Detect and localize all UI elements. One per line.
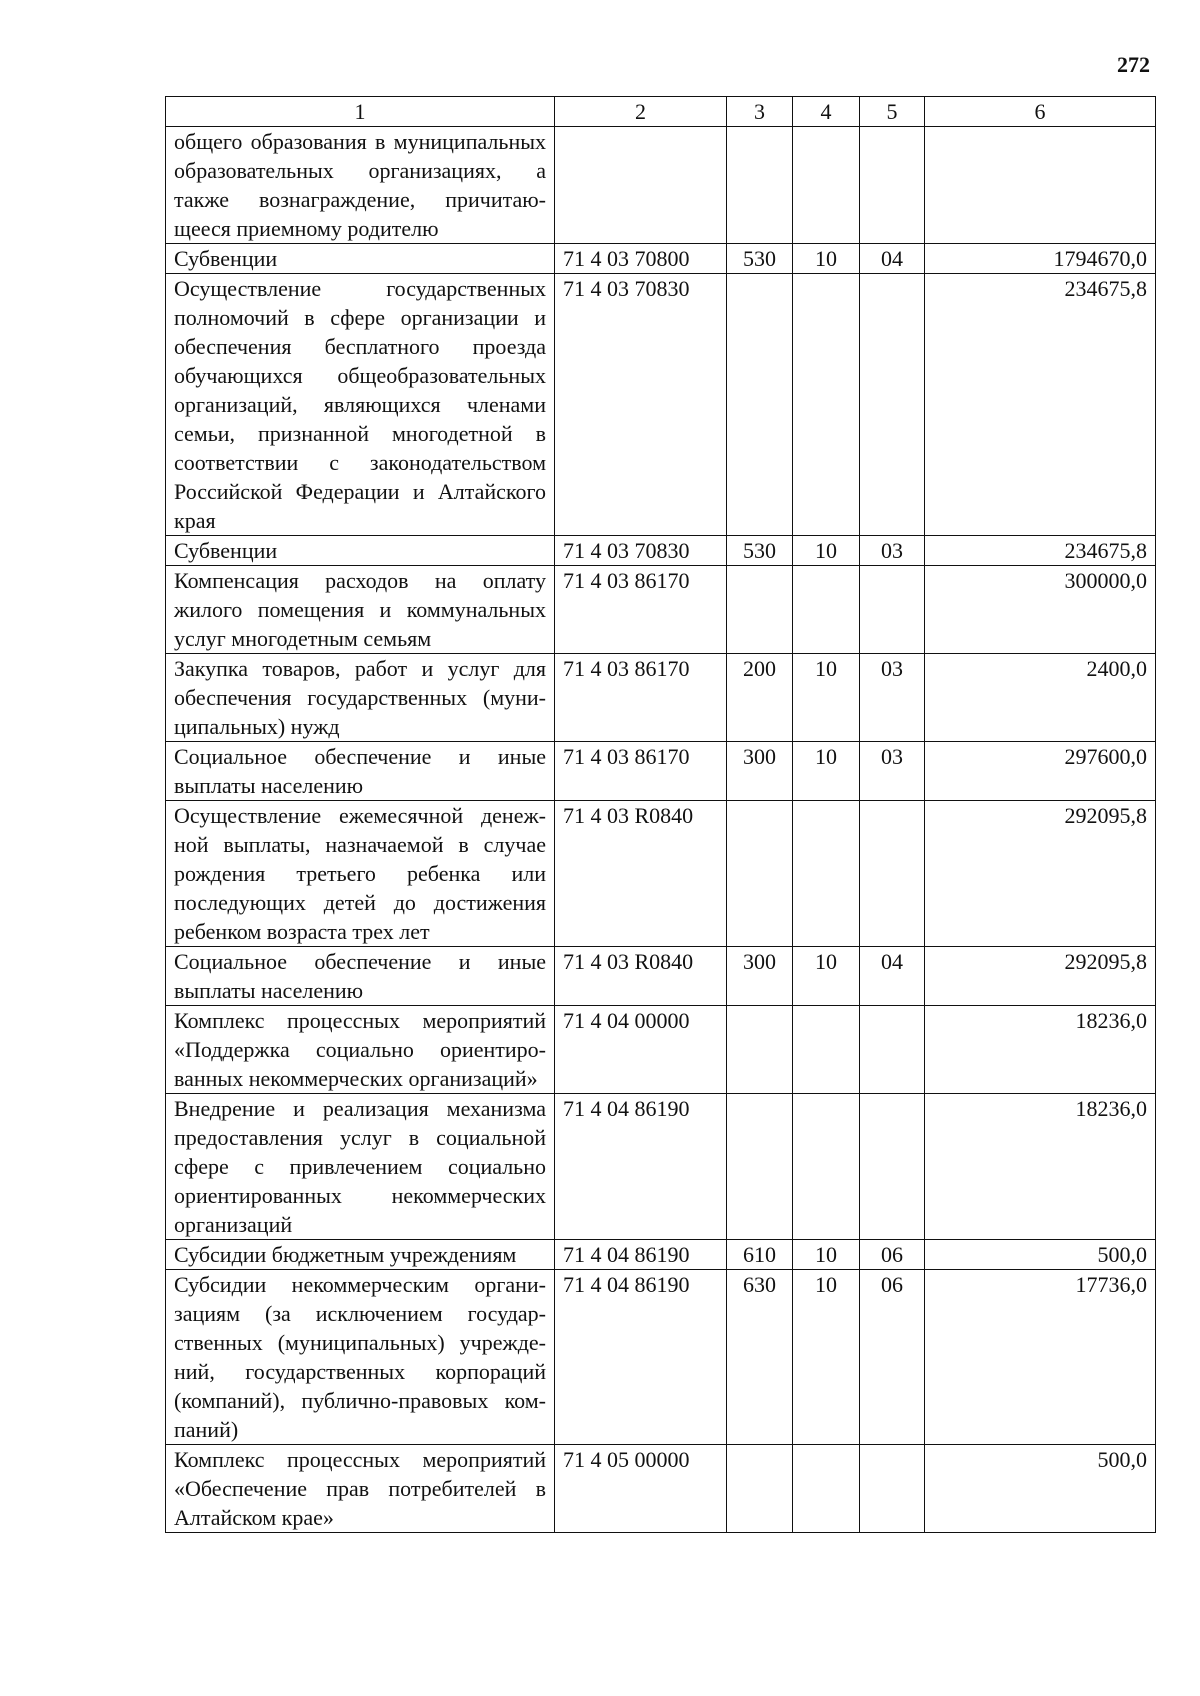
row-c3-cell [727, 1445, 793, 1533]
header-cell: 5 [860, 97, 925, 127]
row-amount-cell: 300000,0 [925, 566, 1156, 654]
budget-table [165, 96, 1156, 1533]
row-amount-cell [925, 127, 1156, 244]
header-cell: 2 [555, 97, 727, 127]
row-amount-cell: 292095,8 [925, 947, 1156, 1006]
row-amount-cell: 292095,8 [925, 801, 1156, 947]
row-c4-cell [793, 566, 860, 654]
row-amount-cell: 297600,0 [925, 742, 1156, 801]
row-code-cell: 71 4 04 86190 [555, 1270, 727, 1445]
table-row [166, 801, 1156, 947]
table-row [166, 566, 1156, 654]
row-amount-cell: 18236,0 [925, 1006, 1156, 1094]
row-c3-cell: 300 [727, 742, 793, 801]
row-c4-cell [793, 274, 860, 536]
row-name-cell: Осуществление ежемесячной денежной выплаты, назначаемой в случае рождения третьего ребенка или последующих детей до достижения ребенком возраста трех лет [166, 801, 555, 947]
row-c5-cell [860, 801, 925, 947]
row-c5-cell: 06 [860, 1270, 925, 1445]
row-amount-cell: 1794670,0 [925, 244, 1156, 274]
row-name-cell: Закупка товаров, работ и услуг для обеспечения государственных (муниципальных) нужд [166, 654, 555, 742]
row-c4-cell [793, 1094, 860, 1240]
row-c4-cell: 10 [793, 1270, 860, 1445]
row-c3-cell: 530 [727, 244, 793, 274]
row-c5-cell: 03 [860, 536, 925, 566]
table-row [166, 1094, 1156, 1240]
row-c5-cell: 03 [860, 742, 925, 801]
row-code-cell: 71 4 03 86170 [555, 654, 727, 742]
row-c3-cell [727, 1006, 793, 1094]
row-name-cell: Субвенции [166, 244, 555, 274]
row-name-cell: Комплекс процессных мероприятий «Поддержка социально ориентированных некоммерческих организаций» [166, 1006, 555, 1094]
table-row [166, 536, 1156, 566]
table-row [166, 127, 1156, 244]
row-c5-cell [860, 566, 925, 654]
row-c5-cell: 04 [860, 947, 925, 1006]
row-code-cell: 71 4 04 00000 [555, 1006, 727, 1094]
row-name-cell: Субвенции [166, 536, 555, 566]
row-code-cell: 71 4 04 86190 [555, 1094, 727, 1240]
row-code-cell: 71 4 04 86190 [555, 1240, 727, 1270]
header-cell: 4 [793, 97, 860, 127]
row-amount-cell: 500,0 [925, 1445, 1156, 1533]
row-c4-cell [793, 1006, 860, 1094]
row-name-cell: Осуществление государственных полномочий в сфере организации и обеспечения бесплатного проезда обучающихся общеобразовательных организаций, являющихся членами семьи, признанной многодетной в соответствии с законодательством Российской Федерации и Алтайского края [166, 274, 555, 536]
row-c5-cell: 03 [860, 654, 925, 742]
table-row [166, 244, 1156, 274]
row-code-cell: 71 4 03 86170 [555, 742, 727, 801]
table-row [166, 1445, 1156, 1533]
header-row [166, 97, 1156, 127]
row-name-cell: Компенсация расходов на оплату жилого помещения и коммунальных услуг многодетным семьям [166, 566, 555, 654]
row-c3-cell: 530 [727, 536, 793, 566]
row-c4-cell: 10 [793, 1240, 860, 1270]
row-code-cell: 71 4 03 70800 [555, 244, 727, 274]
row-c5-cell [860, 274, 925, 536]
table-row [166, 654, 1156, 742]
row-c4-cell: 10 [793, 947, 860, 1006]
header-cell: 1 [166, 97, 555, 127]
row-name-cell: Субсидии бюджетным учреждениям [166, 1240, 555, 1270]
row-c3-cell [727, 566, 793, 654]
row-c5-cell: 04 [860, 244, 925, 274]
row-name-cell: Социальное обеспечение и иные выплаты населению [166, 742, 555, 801]
row-c4-cell [793, 801, 860, 947]
header-cell: 6 [925, 97, 1156, 127]
row-amount-cell: 17736,0 [925, 1270, 1156, 1445]
row-c3-cell [727, 1094, 793, 1240]
row-code-cell: 71 4 03 70830 [555, 274, 727, 536]
table-row [166, 742, 1156, 801]
row-c3-cell: 610 [727, 1240, 793, 1270]
row-code-cell: 71 4 03 70830 [555, 536, 727, 566]
table-row [166, 274, 1156, 536]
table-row [166, 1240, 1156, 1270]
row-amount-cell: 18236,0 [925, 1094, 1156, 1240]
row-name-cell: Социальное обеспечение и иные выплаты населению [166, 947, 555, 1006]
table-row [166, 1006, 1156, 1094]
row-code-cell: 71 4 03 R0840 [555, 801, 727, 947]
row-c3-cell [727, 274, 793, 536]
table-body [166, 127, 1156, 1533]
row-amount-cell: 234675,8 [925, 536, 1156, 566]
row-name-cell: Внедрение и реализация механизма предоставления услуг в социальной сфере с привлечением социально ориентированных некоммерческих организаций [166, 1094, 555, 1240]
page-number: 272 [1117, 52, 1150, 77]
row-amount-cell: 234675,8 [925, 274, 1156, 536]
row-c5-cell [860, 1094, 925, 1240]
table-row [166, 947, 1156, 1006]
row-c4-cell: 10 [793, 654, 860, 742]
row-name-cell: общего образования в муниципальных образовательных организациях, а также вознаграждение, причитающееся приемному родителю [166, 127, 555, 244]
row-c4-cell [793, 1445, 860, 1533]
row-c4-cell [793, 127, 860, 244]
row-amount-cell: 500,0 [925, 1240, 1156, 1270]
row-c3-cell [727, 801, 793, 947]
row-amount-cell: 2400,0 [925, 654, 1156, 742]
row-c5-cell: 06 [860, 1240, 925, 1270]
row-code-cell: 71 4 03 R0840 [555, 947, 727, 1006]
row-code-cell [555, 127, 727, 244]
table-row [166, 1270, 1156, 1445]
row-c3-cell: 300 [727, 947, 793, 1006]
row-c5-cell [860, 1006, 925, 1094]
row-c3-cell: 630 [727, 1270, 793, 1445]
header-cell: 3 [727, 97, 793, 127]
row-c4-cell: 10 [793, 742, 860, 801]
row-c4-cell: 10 [793, 536, 860, 566]
row-code-cell: 71 4 03 86170 [555, 566, 727, 654]
row-name-cell: Субсидии некоммерческим организациям (за исключением государственных (муниципальных) учреждений, государственных корпораций (компаний), публично-правовых компаний) [166, 1270, 555, 1445]
row-c3-cell [727, 127, 793, 244]
row-name-cell: Комплекс процессных мероприятий «Обеспечение прав потребителей в Алтайском крае» [166, 1445, 555, 1533]
row-c4-cell: 10 [793, 244, 860, 274]
row-c5-cell [860, 1445, 925, 1533]
row-code-cell: 71 4 05 00000 [555, 1445, 727, 1533]
row-c3-cell: 200 [727, 654, 793, 742]
row-c5-cell [860, 127, 925, 244]
